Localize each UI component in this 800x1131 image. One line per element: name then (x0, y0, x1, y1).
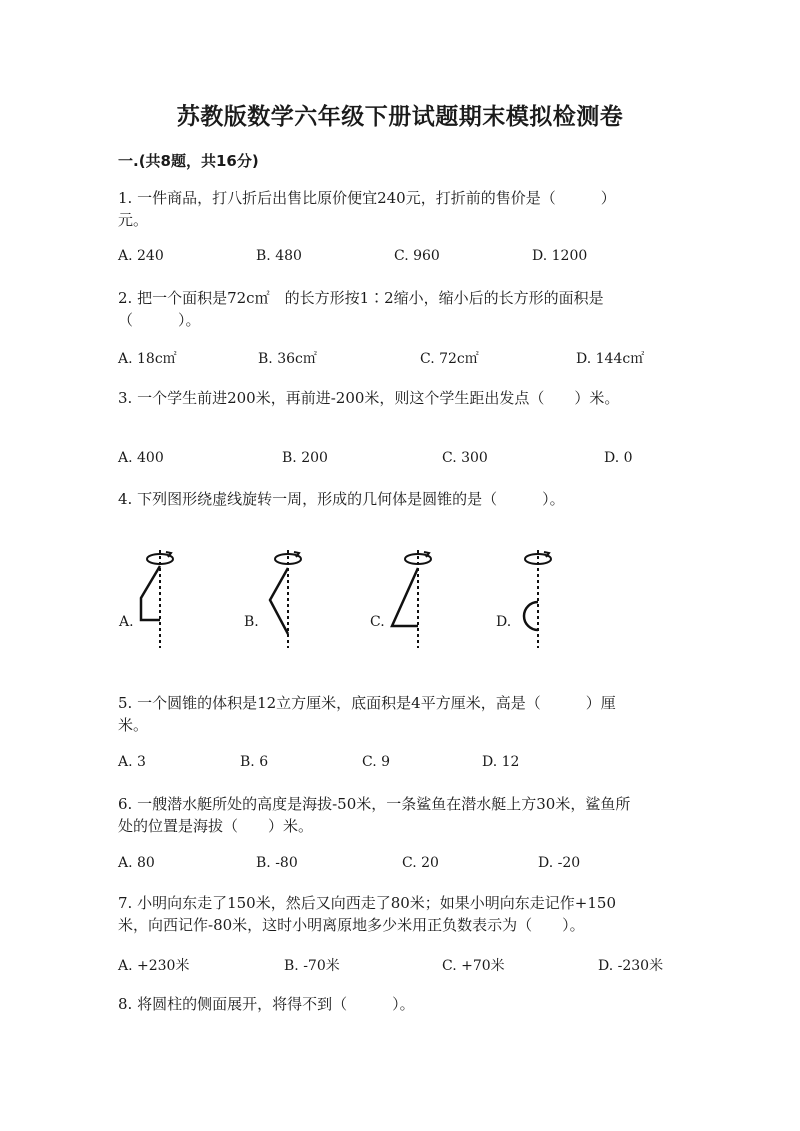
option-b[interactable]: B. 6 (240, 754, 269, 770)
question-3 (118, 387, 678, 409)
option-a[interactable]: A. +230米 (118, 958, 190, 974)
option-d[interactable]: D. 1200 (532, 248, 588, 264)
figure-a-rotation-diagram[interactable] (130, 546, 176, 650)
figure-label-c[interactable]: C. (370, 614, 385, 630)
options-row (118, 348, 678, 370)
question-text-line: 2. 把一个面积是72c㎡ 的长方形按1∶2缩小，缩小后的长方形的面积是 (118, 289, 604, 307)
options-row (118, 855, 678, 877)
option-c[interactable]: C. 72c㎡ (420, 351, 479, 367)
question-5 (118, 692, 678, 736)
option-c[interactable]: C. +70米 (442, 958, 505, 974)
option-d[interactable]: D. -20 (538, 855, 581, 871)
question-2 (118, 287, 678, 331)
question-text-line: 7. 小明向东走了150米，然后又向西走了80米；如果小明向东走记作+150 (118, 894, 616, 912)
option-c[interactable]: C. 9 (362, 754, 391, 770)
question-text-line: 4. 下列图形绕虚线旋转一周，形成的几何体是圆锥的是（ ）。 (118, 490, 565, 508)
figure-d-rotation-diagram[interactable] (512, 546, 558, 650)
option-b[interactable]: B. 480 (256, 248, 302, 264)
question-text-line: 处的位置是海拔（ ）米。 (118, 817, 314, 835)
question-text-line: 8. 将圆柱的侧面展开，将得不到（ ）。 (118, 995, 415, 1013)
option-c[interactable]: C. 960 (394, 248, 440, 264)
figure-label-b[interactable]: B. (244, 614, 259, 630)
question-text-line: 元。 (118, 211, 149, 229)
option-a[interactable]: A. 80 (118, 855, 155, 871)
options-row (118, 248, 678, 270)
option-a[interactable]: A. 400 (118, 450, 164, 466)
option-d[interactable]: D. -230米 (598, 958, 664, 974)
option-c[interactable]: C. 20 (402, 855, 439, 871)
question-8 (118, 993, 678, 1015)
option-d[interactable]: D. 0 (604, 450, 633, 466)
figure-label-d[interactable]: D. (496, 614, 512, 630)
question-text-line: （ ）。 (118, 311, 201, 329)
option-a[interactable]: A. 18c㎡ (118, 351, 177, 367)
page-title: 苏教版数学六年级下册试题期末模拟检测卷 (176, 104, 624, 130)
options-row (118, 955, 678, 977)
question-1 (118, 187, 678, 231)
options-row (118, 754, 678, 776)
question-text-line: 3. 一个学生前进200米，再前进-200米，则这个学生距出发点（ ）米。 (118, 389, 620, 407)
question-4 (118, 488, 678, 510)
option-b[interactable]: B. 36c㎡ (258, 351, 317, 367)
figure-c-rotation-diagram[interactable] (386, 546, 432, 650)
options-row (118, 450, 678, 472)
figure-label-a[interactable]: A. (119, 614, 134, 630)
question-text-line: 米，向西记作-80米，这时小明离原地多少米用正负数表示为（ ）。 (118, 916, 585, 934)
question-6 (118, 793, 678, 837)
option-a[interactable]: A. 240 (118, 248, 164, 264)
option-b[interactable]: B. -70米 (284, 958, 340, 974)
option-c[interactable]: C. 300 (442, 450, 488, 466)
question-7 (118, 892, 678, 936)
question-text-line: 1. 一件商品，打八折后出售比原价便宜240元，打折前的售价是（ ） (118, 189, 616, 207)
option-d[interactable]: D. 12 (482, 754, 520, 770)
option-b[interactable]: B. 200 (282, 450, 328, 466)
option-a[interactable]: A. 3 (118, 754, 146, 770)
question-text-line: 米。 (118, 716, 149, 734)
question-text-line: 5. 一个圆锥的体积是12立方厘米，底面积是4平方厘米，高是（ ）厘 (118, 694, 616, 712)
option-d[interactable]: D. 144c㎡ (576, 351, 645, 367)
figure-b-rotation-diagram[interactable] (258, 546, 304, 650)
option-b[interactable]: B. -80 (256, 855, 298, 871)
question-text-line: 6. 一艘潜水艇所处的高度是海拔-50米，一条鲨鱼在潜水艇上方30米，鲨鱼所 (118, 795, 631, 813)
section-heading: 一.(共8题，共16分) (118, 152, 259, 170)
